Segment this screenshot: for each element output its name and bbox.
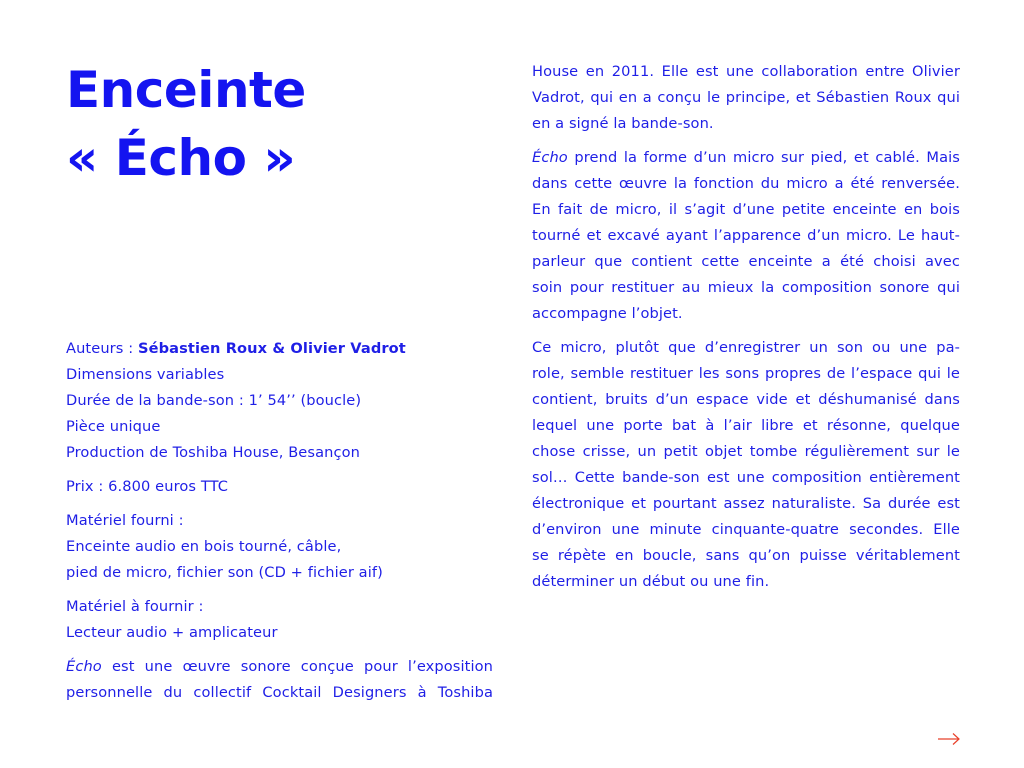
title-line-2: « Écho »: [66, 129, 296, 187]
body-p3-line: d’environ une minute cinquante-quatre secondes. Elle: [532, 521, 960, 538]
body-paragraph-2: [532, 145, 960, 327]
intro-title-italic: Écho: [66, 658, 102, 675]
specs-column: [66, 336, 493, 714]
intro-paragraph: [66, 654, 493, 706]
body-p2-line: En fait de micro, il s’agit d’une petite enceinte en bois: [532, 201, 960, 218]
body-p3-line: role, semble restituer les sons propres de l’espace qui le: [532, 365, 960, 382]
unique-line: Pièce unique: [66, 418, 161, 435]
production-line: Production de Toshiba House, Besançon: [66, 444, 360, 461]
body-p3-line: électronique et pourtant assez naturaliste. Sa durée est: [532, 495, 960, 512]
duration-line: Durée de la bande-son : 1’ 54’’ (boucle): [66, 392, 362, 409]
authors-label: Auteurs :: [66, 340, 138, 357]
body-p2-first-rest: prend la forme d’un micro sur pied, et cablé. Mais: [567, 149, 960, 166]
supplied-line-2: pied de micro, fichier son (CD + fichier aif): [66, 564, 383, 581]
body-p3-line: lequel une porte bat à l’air libre et résonne, quelque: [532, 417, 960, 434]
supplied-label: Matériel fourni :: [66, 512, 184, 529]
body-column: [532, 59, 960, 603]
body-p2-line: accompagne l’objet.: [532, 305, 683, 322]
body-p2-line: soin pour restituer au mieux la composition sonore qui: [532, 279, 960, 296]
page-title: [66, 56, 306, 192]
price-block: [66, 474, 493, 500]
price-line: Prix : 6.800 euros TTC: [66, 478, 229, 495]
body-p1-line: en a signé la bande-son.: [532, 115, 714, 132]
supplied-block: [66, 508, 493, 586]
to-supply-value: Lecteur audio + amplicateur: [66, 624, 278, 641]
specs-list: [66, 336, 493, 466]
body-p1-line: Vadrot, qui en a conçu le principe, et Sébastien Roux qui: [532, 89, 960, 106]
body-p3-line: sol… Cette bande-son est une composition entièrement: [532, 469, 960, 486]
supplied-line-1: Enceinte audio en bois tourné, câble,: [66, 538, 342, 555]
intro-line-1-rest: est une œuvre sonore conçue pour l’exposition: [101, 658, 493, 675]
body-p3-line: se répète en boucle, sans qu’on puisse véritablement: [532, 547, 960, 564]
body-paragraph-1: [532, 59, 960, 137]
intro-line-2: personnelle du collectif Cocktail Designers à Toshiba: [66, 684, 493, 701]
arrow-right-icon-graphic: [936, 729, 962, 749]
body-p3-line: Ce micro, plutôt que d’enregistrer un son ou une pa-: [532, 339, 960, 356]
dimensions-line: Dimensions variables: [66, 366, 225, 383]
to-supply-label: Matériel à fournir :: [66, 598, 204, 615]
body-p2-line: [532, 145, 960, 171]
body-p2-line: dans cette œuvre la fonction du micro a été renversée.: [532, 175, 960, 192]
to-supply-block: [66, 594, 493, 646]
arrow-right-icon[interactable]: [936, 729, 962, 749]
body-p3-line: chose crisse, un petit objet tombe régulièrement sur le: [532, 443, 960, 460]
body-p1-line: House en 2011. Elle est une collaboration entre Olivier: [532, 63, 960, 80]
body-p3-line: contient, bruits d’un espace vide et déshumanisé dans: [532, 391, 960, 408]
intro-line-1: [66, 654, 493, 680]
body-p2-line: tourné et excavé ayant l’apparence d’un micro. Le haut-: [532, 227, 960, 244]
authors-line: [66, 336, 493, 362]
body-paragraph-3: [532, 335, 960, 595]
body-p2-title-italic: Écho: [532, 149, 568, 166]
body-p3-line: déterminer un début ou une fin.: [532, 573, 770, 590]
title-line-1: Enceinte: [66, 61, 306, 119]
body-p2-line: parleur que contient cette enceinte a été choisi avec: [532, 253, 960, 270]
authors-value: Sébastien Roux & Olivier Vadrot: [137, 340, 406, 357]
